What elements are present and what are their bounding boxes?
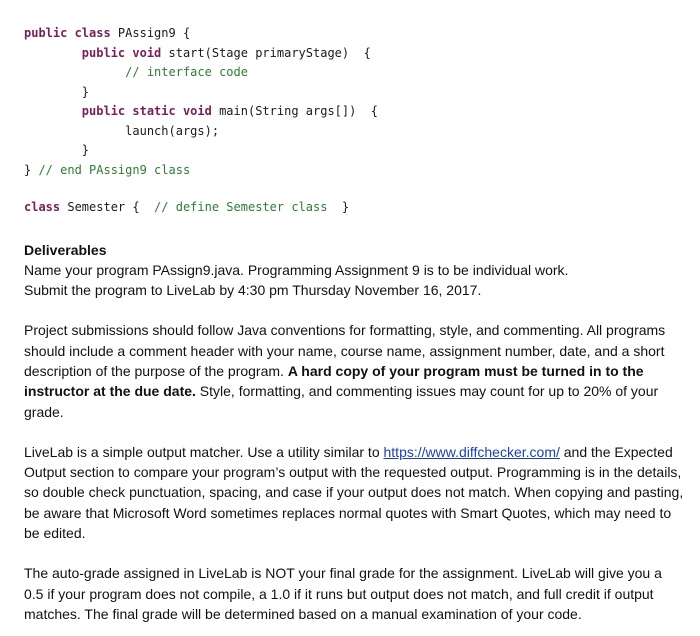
code-keyword: public void — [81, 45, 162, 60]
code-text: main(String args[]) { — [211, 104, 379, 118]
paragraph-text: Project submissions should follow Java conventions for formatting, style, and commenting. All programs should include a comment header with your name, course name, assignment number, date, and a short description of the purpose of the program. — [24, 322, 666, 379]
code-comment: // interface code — [125, 65, 248, 79]
code-line-5 — [24, 104, 378, 118]
paragraph-text: and the Expected Output section to compare your program’s output with the requested output. Programming is in the details, so double check punctuation, spacing, and case if your output does not match. When copying and pasting, be aware that Microsoft Word sometimes replaces normal quotes with Smart Quotes, which may need to be edited. — [24, 443, 684, 542]
paragraph-line: Name your program PAssign9.java. Programming Assignment 9 is to be individual work. — [24, 261, 569, 278]
paragraph-livelab — [24, 442, 684, 543]
paragraph-text: LiveLab is a simple output matcher. Use a utility similar to — [24, 443, 384, 460]
code-line-1 — [24, 26, 190, 40]
code-text: } — [81, 84, 90, 99]
code-text: } — [24, 162, 39, 177]
code-comment: // define Semester class — [154, 200, 328, 214]
code-text: PAssign9 { — [110, 26, 191, 40]
code-line-2 — [24, 46, 371, 60]
code-line-3 — [24, 65, 248, 79]
code-line-7 — [24, 143, 89, 157]
code-text: start(Stage primaryStage) { — [161, 45, 371, 60]
paragraph-autograde: The auto-grade assigned in LiveLab is NOT your final grade for the assignment. LiveLab will give you a 0.5 if your program does not compile, a 1.0 if it runs but output does not match, and full credit if output matches. The final grade will be determined based on a manual examination of your code. — [24, 565, 662, 622]
code-line-8 — [24, 163, 190, 177]
section-heading: Deliverables — [24, 241, 107, 258]
code-line-6 — [24, 124, 219, 138]
code-block-semester — [24, 198, 684, 218]
code-keyword: class — [24, 200, 61, 214]
diffchecker-link[interactable]: https://www.diffchecker.com/ — [383, 443, 560, 460]
code-keyword: public class — [24, 26, 111, 40]
code-line-4 — [24, 85, 89, 99]
code-text: launch(args); — [125, 123, 220, 138]
code-text: Semester { — [60, 200, 155, 214]
code-block — [24, 24, 684, 180]
code-text: } — [327, 200, 350, 214]
document-page — [24, 24, 684, 624]
paragraph-submission — [24, 260, 684, 301]
code-comment: // end PAssign9 class — [38, 162, 191, 177]
paragraph-text: Style, formatting, and commenting issues may count for up to 20% of your grade. — [24, 383, 659, 420]
paragraph-conventions — [24, 320, 684, 421]
paragraph-line: Submit the program to LiveLab by 4:30 pm Thursday November 16, 2017. — [24, 282, 482, 299]
code-keyword: public static void — [81, 104, 212, 118]
paragraph-bold-text: A hard copy of your program must be turned in to the instructor at the due date. — [24, 362, 644, 400]
code-text: } — [81, 143, 90, 157]
